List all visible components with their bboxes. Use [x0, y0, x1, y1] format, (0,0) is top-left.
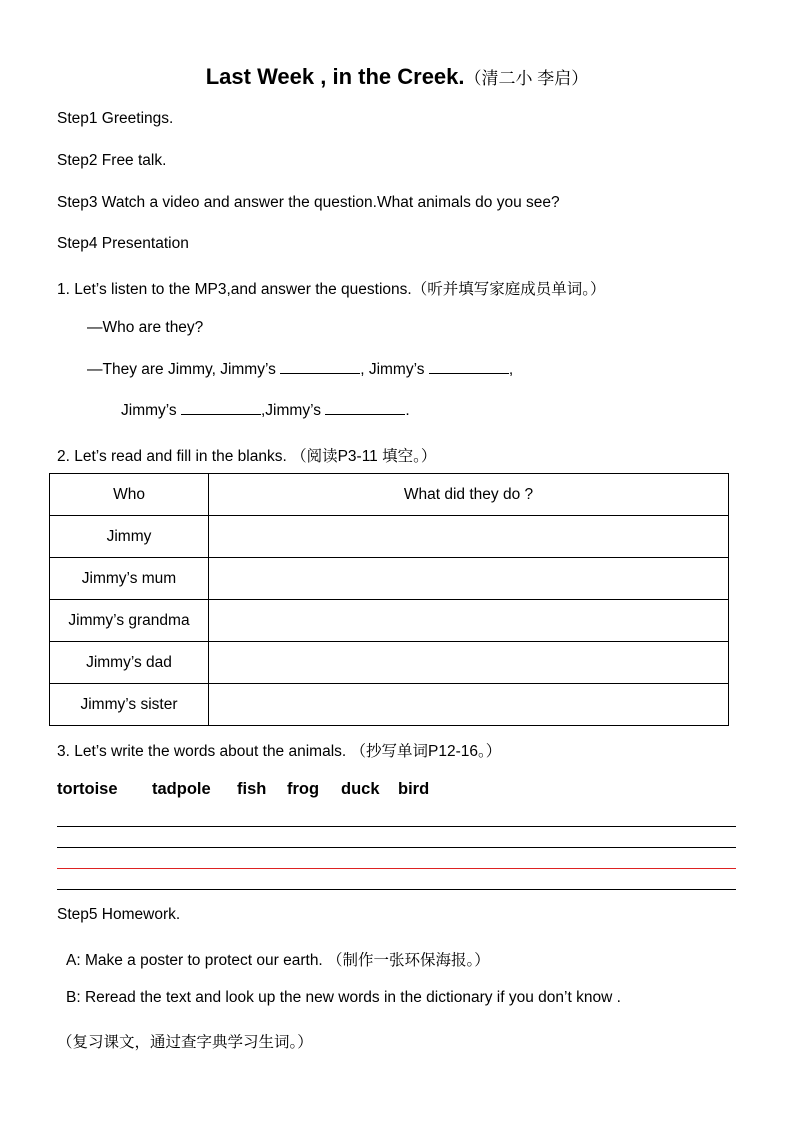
writing-line-top[interactable]: [57, 826, 736, 827]
homework-b: B: Reread the text and look up the new words in the dictionary if you don’t know .: [66, 989, 621, 1006]
answer-cell[interactable]: [209, 516, 729, 558]
fill-blank-3[interactable]: [181, 413, 261, 415]
answer-line2-end: .: [405, 402, 410, 419]
title-author: （清二小 李启）: [464, 69, 589, 88]
step2-text: Step2 Free talk.: [57, 152, 167, 169]
word-tortoise: tortoise: [57, 780, 118, 798]
answer-prefix: —They are Jimmy, Jimmy’s: [87, 361, 276, 378]
task1-heading: 1. Let’s listen to the MP3,and answer the questions.（听并填写家庭成员单词。）: [57, 281, 606, 298]
step1-text: Step1 Greetings.: [57, 110, 174, 127]
answer-cell[interactable]: [209, 642, 729, 684]
task3-heading: 3. Let’s write the words about the animals. （抄写单词P12-16。）: [57, 743, 502, 760]
answer-line2-mid: ,Jimmy’s: [261, 402, 321, 419]
task2-heading: 2. Let’s read and fill in the blanks. （阅读P3-11 填空。）: [57, 448, 437, 465]
title-english: Last Week , in the Creek.: [205, 64, 465, 89]
answer-line2-prefix: Jimmy’s: [121, 402, 177, 419]
row-person: Jimmy: [50, 516, 209, 558]
writing-line-baseline[interactable]: [57, 868, 736, 869]
animal-word-list: [57, 780, 429, 799]
page-title: [0, 64, 794, 90]
word-bird: bird: [398, 780, 430, 798]
fill-blank-2[interactable]: [429, 372, 509, 374]
task1-answer-line2: [121, 402, 410, 420]
fill-blank-4[interactable]: [325, 413, 405, 415]
table-row: [50, 642, 729, 684]
row-person: Jimmy’s mum: [50, 558, 209, 600]
step3-text: Step3 Watch a video and answer the question.What animals do you see?: [57, 194, 560, 211]
task1-answer-line1: [87, 361, 513, 379]
header-who: Who: [50, 474, 209, 516]
row-person: Jimmy’s sister: [50, 684, 209, 726]
answer-cell[interactable]: [209, 558, 729, 600]
step5-heading: Step5 Homework.: [57, 906, 181, 923]
table-row: [50, 558, 729, 600]
answer-mid: , Jimmy’s: [360, 361, 425, 378]
answer-end: ,: [508, 361, 514, 378]
task1-question: —Who are they?: [87, 319, 204, 336]
homework-a: A: Make a poster to protect our earth. （制作一张环保海报。）: [66, 952, 490, 969]
table-header-row: [50, 474, 729, 516]
table-row: [50, 516, 729, 558]
word-frog: frog: [287, 780, 320, 798]
homework-b-chinese: （复习课文，通过查字典学习生词。）: [57, 1034, 313, 1051]
writing-line-bottom[interactable]: [57, 889, 736, 890]
table-row: [50, 684, 729, 726]
writing-line-upper[interactable]: [57, 847, 736, 848]
answer-cell[interactable]: [209, 684, 729, 726]
table-row: [50, 600, 729, 642]
row-person: Jimmy’s grandma: [50, 600, 209, 642]
word-tadpole: tadpole: [152, 780, 211, 798]
word-duck: duck: [341, 780, 380, 798]
fill-in-table: [49, 473, 729, 726]
row-person: Jimmy’s dad: [50, 642, 209, 684]
answer-cell[interactable]: [209, 600, 729, 642]
header-what-did-they-do: What did they do ?: [209, 474, 729, 516]
fill-blank-1[interactable]: [280, 372, 360, 374]
step4-text: Step4 Presentation: [57, 235, 189, 252]
word-fish: fish: [237, 780, 267, 798]
